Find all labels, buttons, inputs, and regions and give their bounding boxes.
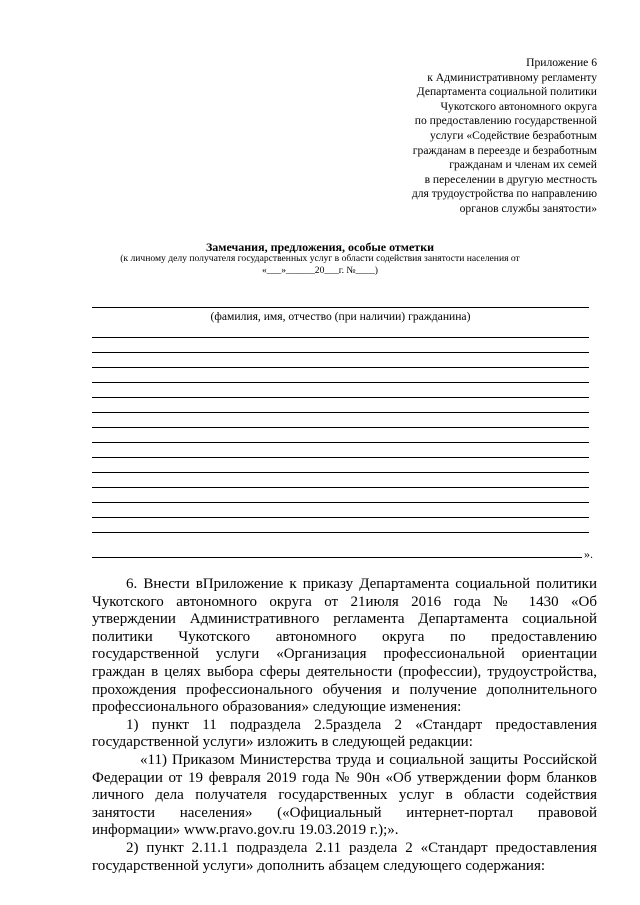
blank-line <box>92 487 589 488</box>
annex-line: Чукотского автономного округа <box>440 99 597 113</box>
annex-header <box>337 56 597 217</box>
blank-line <box>92 472 589 473</box>
annex-line: Приложение 6 <box>526 56 597 69</box>
order-text <box>92 576 597 875</box>
annex-line: по предоставлению государственной <box>414 114 597 128</box>
paragraph: 6. Внести вПриложение к приказу Департамента социальной политики Чукотского автономного округа от 21июля 2016 года № 1430 «Об утверждении Административного регламента Департамента социальной политики Чукотского автономного округа по предоставлению государственной услуги «Организация профессиональной ориентации граждан в целях выбора сферы деятельности (профессии), трудоустройства, прохождения профессионального обучения и получение дополнительного профессионального образования» следующие изменения: <box>92 576 597 716</box>
annex-line: в переселении в другую местность <box>424 172 597 186</box>
blank-line <box>92 352 589 353</box>
annex-line: гражданам и членам их семей <box>449 158 597 172</box>
form-subtitle-line: «___»______20___г. №____) <box>262 265 378 276</box>
annex-line: Департамента социальной политики <box>416 85 597 99</box>
form-subtitle <box>60 253 580 277</box>
blank-line <box>92 412 589 413</box>
form-subtitle-line: (к личному делу получателя государственных услуг в области содействия занятости населения от <box>120 253 520 264</box>
blank-line <box>92 442 589 443</box>
paragraph: 1) пункт 11 подраздела 2.5раздела 2 «Стандарт предоставления государственной услуги» изложить в следующей редакции: <box>92 716 597 751</box>
fio-underline <box>92 307 589 308</box>
fio-caption: (фамилия, имя, отчество (при наличии) гражданина) <box>210 310 471 323</box>
blank-line <box>92 382 589 383</box>
blank-line <box>92 532 589 533</box>
form-title: Замечания, предложения, особые отметки <box>205 240 435 254</box>
blank-line <box>92 502 589 503</box>
blank-line <box>92 367 589 368</box>
blank-line <box>92 337 589 338</box>
blank-line <box>92 427 589 428</box>
annex-line: органов службы занятости» <box>459 201 597 215</box>
paragraph: «11) Приказом Министерства труда и социальной защиты Российской Федерации от 19 февраля 2019 года № 90н «Об утверждении форм бланков личного дела получателя государственных услуг в области содействия занятости населения» («Официальный интернет-портал правовой информации» www.pravo.gov.ru 19.03.2019 г.);». <box>92 751 597 839</box>
annex-line: для трудоустройства по направлению <box>411 187 597 201</box>
blank-line <box>92 557 582 558</box>
blank-line <box>92 457 589 458</box>
annex-line: услуги «Содействие безработным <box>429 128 597 142</box>
annex-line: к Административному регламенту <box>427 70 597 84</box>
blank-line <box>92 517 589 518</box>
paragraph: 2) пункт 2.11.1 подраздела 2.11 раздела 2 «Стандарт предоставления государственной услуги» дополнить абзацем следующего содержания: <box>92 839 597 874</box>
closing-quote-mark: ». <box>584 547 593 561</box>
annex-line: гражданам в переезде и безработным <box>412 143 597 157</box>
blank-line <box>92 397 589 398</box>
